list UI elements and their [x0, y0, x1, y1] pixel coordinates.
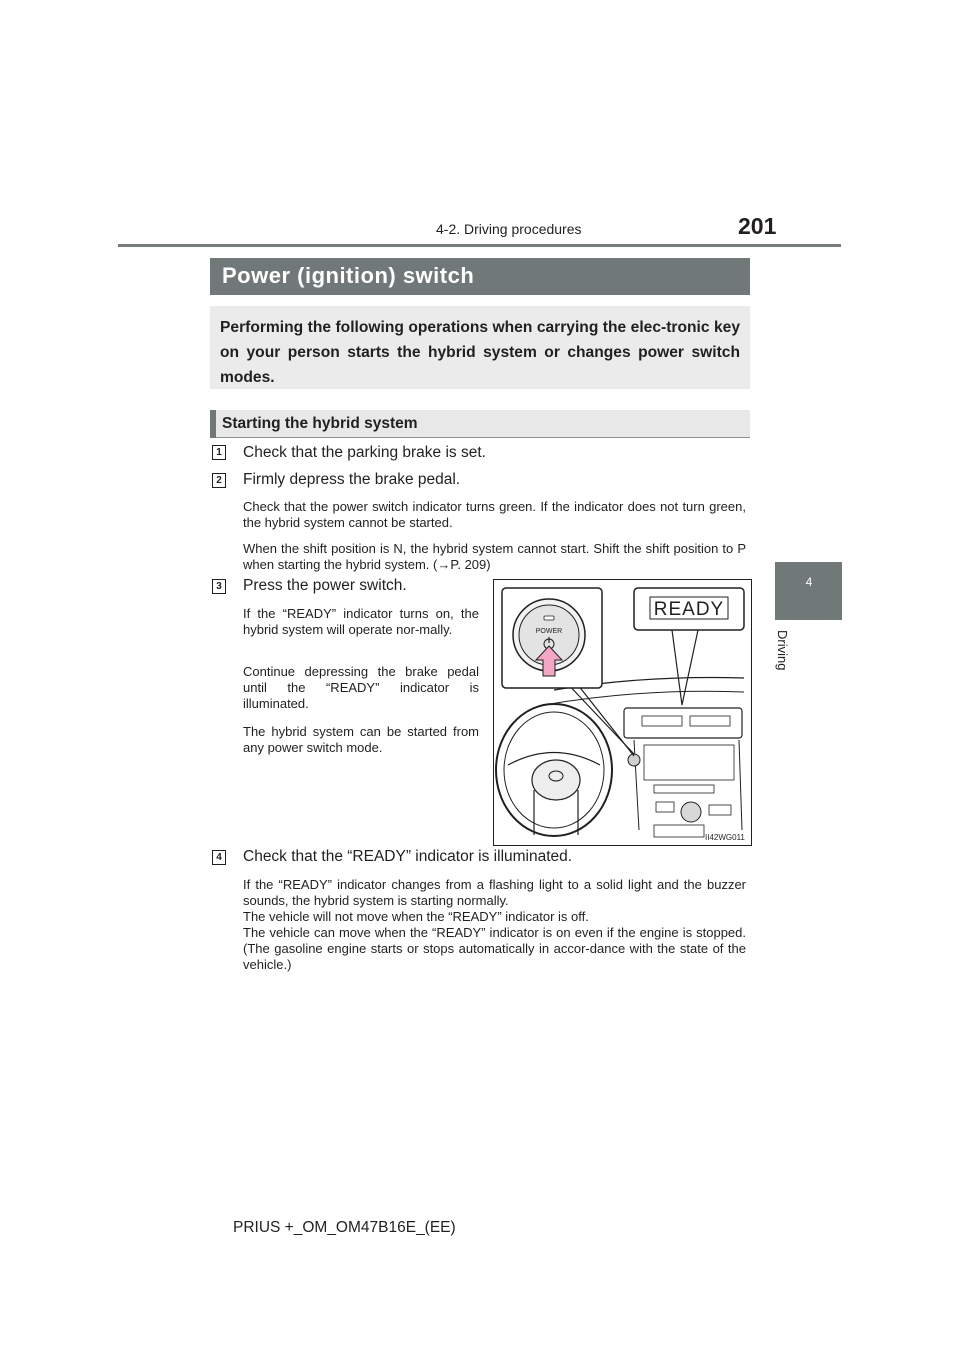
page-title: Power (ignition) switch — [222, 263, 475, 288]
chapter-number: 4 — [805, 575, 813, 589]
step-text-2: Firmly depress the brake pedal. — [243, 471, 461, 488]
intro-text: Performing the following operations when carrying the elec-tronic key on your person starts the hybrid system or changes power switch modes. — [220, 319, 740, 386]
footer-model-code: PRIUS +_OM_OM47B16E_(EE) — [233, 1219, 456, 1236]
page-number: 201 — [738, 213, 777, 239]
ready-label: READY — [653, 599, 725, 620]
step-2-note-2: When the shift position is N, the hybrid system cannot start. Shift the shift position to P when starting the hybrid system. (→P. 209) — [243, 541, 746, 572]
step-3-note-3: The hybrid system can be started from any power switch mode. — [243, 724, 479, 755]
step-4-note-1: If the “READY” indicator changes from a flashing light to a solid light and the buzzer sounds, the hybrid system is starting normally. The vehicle will not move when the “READY” indicator is off. The vehicle can move when the “READY” indicator is on even if the engine is stopped. (The gasoline engine starts or stops automatically in accor-dance with the state of the vehicle.) — [243, 877, 746, 972]
power-label: POWER — [535, 628, 563, 635]
step-text-4: Check that the “READY” indicator is illuminated. — [243, 848, 573, 865]
step-3-note-2: Continue depressing the brake pedal until the “READY” indicator is illuminated. — [243, 664, 479, 711]
chapter-tab — [775, 562, 842, 620]
header-divider — [118, 244, 841, 247]
step-number-4: 4 — [212, 850, 226, 865]
step-number-1: 1 — [212, 445, 226, 460]
section-breadcrumb: 4-2. Driving procedures — [436, 221, 582, 237]
subsection-title: Starting the hybrid system — [222, 415, 418, 432]
chapter-label: Driving — [775, 630, 790, 671]
step-number-2: 2 — [212, 473, 226, 488]
step-text-1: Check that the parking brake is set. — [243, 444, 486, 461]
step-3-note-1: If the “READY” indicator turns on, the hybrid system will operate nor-mally. — [243, 606, 479, 637]
figure-code: II42WG011 — [705, 833, 745, 842]
step-number-3: 3 — [212, 579, 226, 594]
step-2-note-1: Check that the power switch indicator turns green. If the indicator does not turn green, the hybrid system cannot be started. — [243, 499, 746, 530]
dashboard-drawing — [494, 580, 751, 845]
power-switch-illustration — [493, 579, 752, 846]
step-text-3: Press the power switch. — [243, 577, 407, 594]
